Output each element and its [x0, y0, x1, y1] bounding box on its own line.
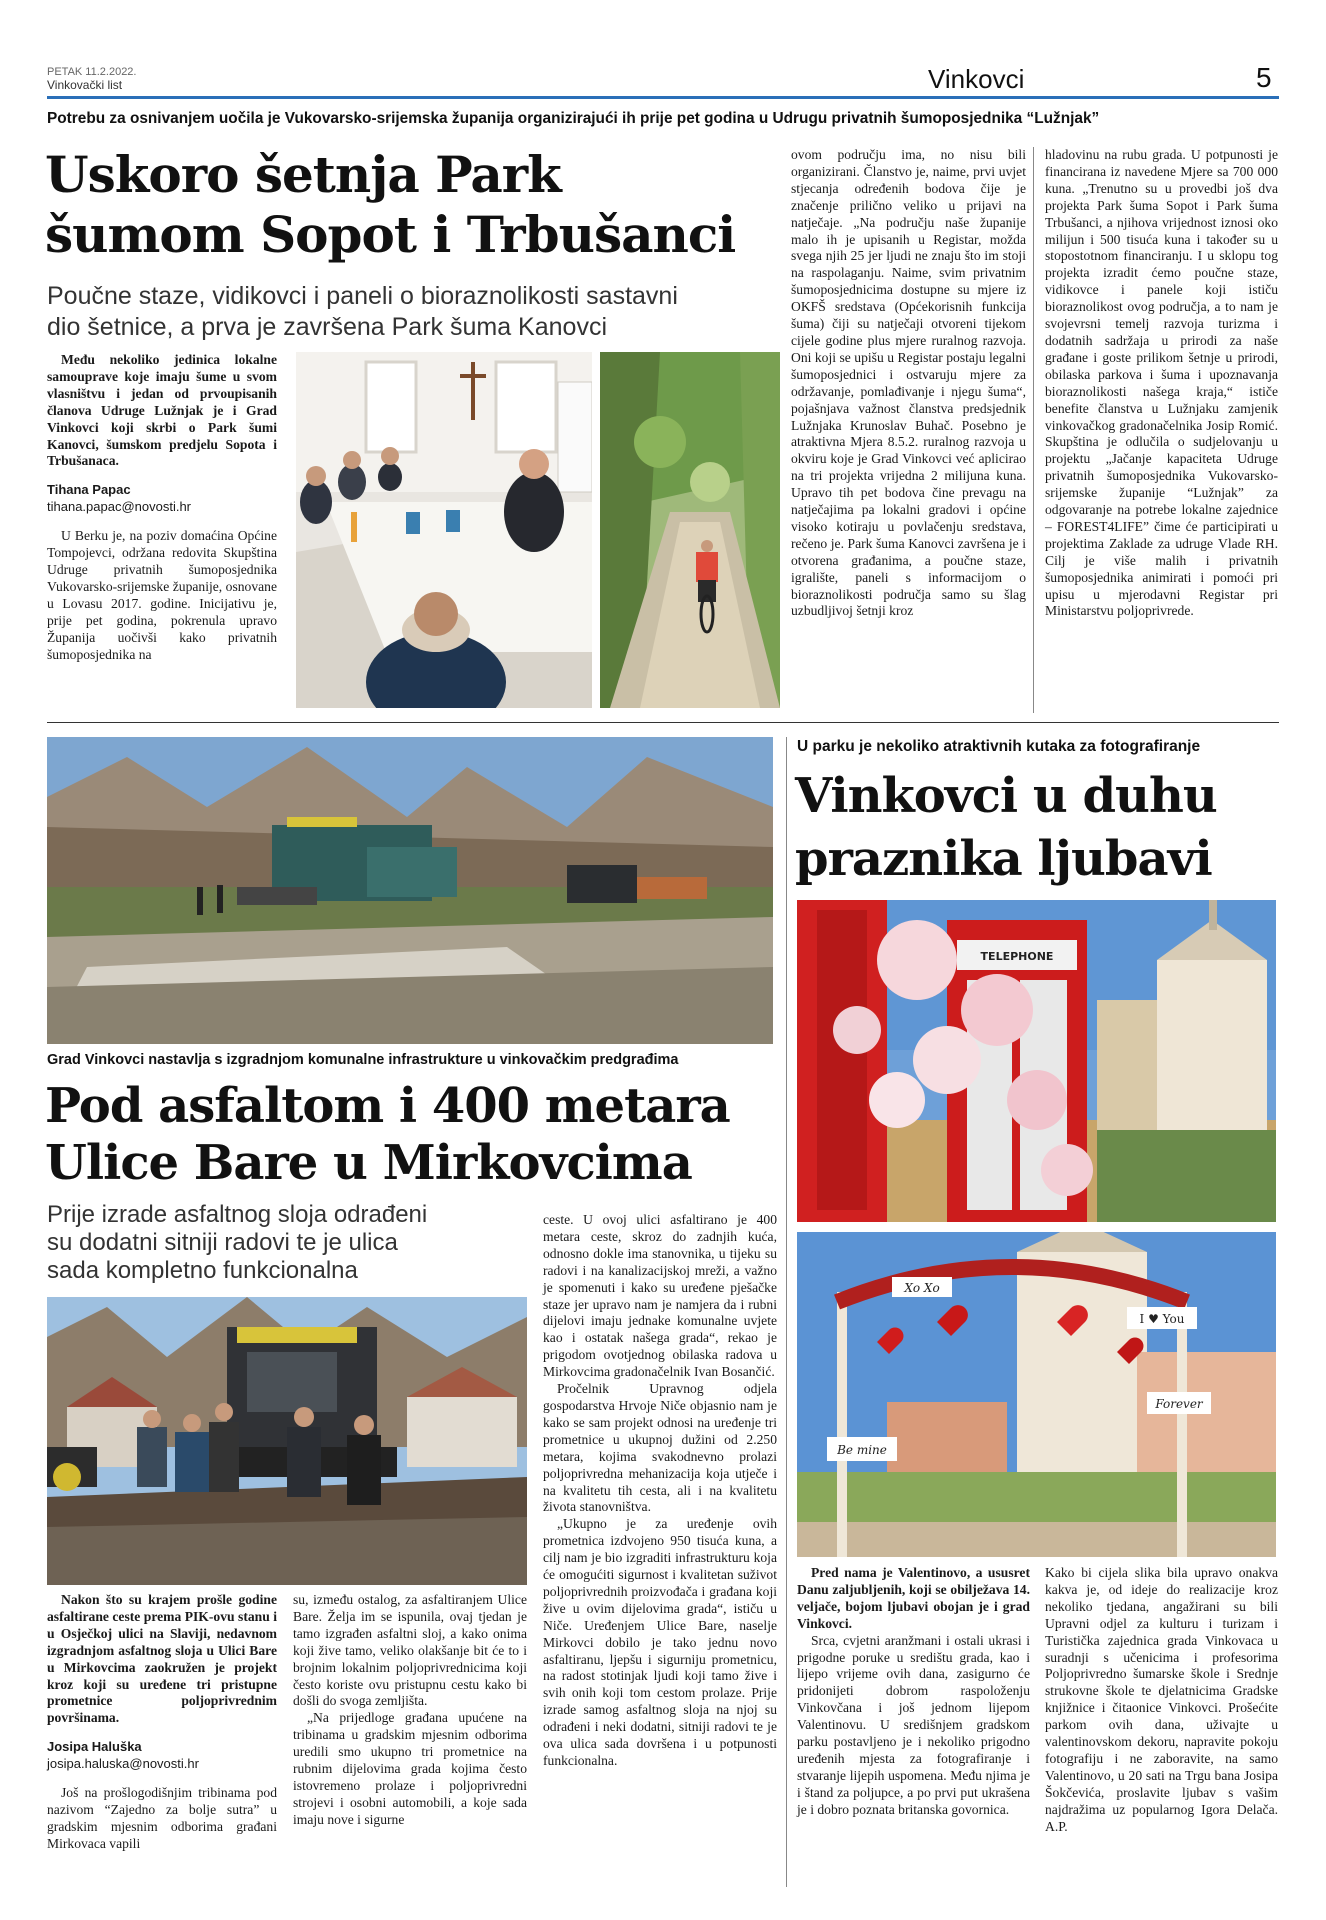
article2-email: josipa.haluska@novosti.hr: [47, 1756, 199, 1772]
article1-subtitle: [47, 281, 787, 343]
article2-title-line1: Pod asfaltom i 400 metara: [45, 1078, 730, 1134]
article2-subtitle-line1: Prije izrade asfaltnog sloja odrađeni: [47, 1201, 428, 1228]
article3-kicker: U parku je nekoliko atraktivnih kutaka za fotografiranje: [797, 738, 1201, 755]
article2-title-line2: Ulice Bare u Mirkovcima: [45, 1135, 692, 1191]
article2-author: Josipa Haluška: [47, 1739, 142, 1755]
column-divider: [1033, 147, 1034, 713]
header-rule: [47, 96, 1279, 99]
sign-xoxo: Xo Xo: [904, 1281, 940, 1295]
article3-column2: [1045, 1565, 1278, 1836]
article1-subtitle-line2: dio šetnice, a prva je završena Park šuma Kanovci: [47, 313, 607, 341]
article3-col2-paragraph: Kako bi cijela slika bila upravo onakva kakva je, od ideje do realizacije kroz nekoliko tjedana, angažirani su bili Upravni odjel za kulturu i turizam i Turistička zajednica grada Vinkovaca u suradnji s učenicima i profesorima Poljoprivredno šumarske škole i Srednje strukovne škole te djelatnicima Gradske knjižnice i čitaonice Vinkovci. Prošećite parkom ovih dana, uživajte u valentinovskom dekoru, napravite pokoju fotografiju i ne zaboravite, na samo Valentinovo, u 20 sati na Trgu bana Josipa Šokčevića, proslavite ljubav s vašim najdražima uz popularnog Igora Delača. A.P.: [1045, 1565, 1278, 1834]
article1-column3: [1045, 147, 1278, 620]
article1-title: [45, 145, 785, 265]
article3-title-line1: Vinkovci u duhu: [795, 768, 1217, 824]
article2-col3-paragraph3: „Ukupno je za uređenje ovih prometnica izdvojeno 950 tisuća kuna, a cilj nam je bio izgraditi infrastrukturu koja će omogućiti sigurnost i kvalitetan suživot poljoprivrednih proizvođača i građana koji žive u ovim dijelovima grada“, ističu u Niče. Uređenjem Ulice Bare, naselje Mirkovci dobilo je tako jednu novo asfaltiranu, ljepšu i sigurniju prometnicu, na radost stotinjak ljudi koji tamo žive i svih onih koji tom cestom prolaze. Prije izrade samog asfaltnog sloja na njoj su odrađeni i neki dodatni, sitniji radovi te je ova ulica sada dovršena i u potpunosti funkcionalna.: [543, 1516, 777, 1768]
cyclist-photo: [600, 352, 780, 708]
article1-title-line1: Uskoro šetnja Park: [45, 145, 561, 204]
article1-col2-paragraph: ovom području ima, no nisu bili organizirani. Članstvo je, naime, prvi uvjet stjecanja određenih bodova čije je značenje prilično veliko u prijavi na natječaje. „Na području naše županije malo ih je upisanih u Registar, možda svega njih 25 jer ljudi ne znaju što im stoji na raspolaganju. Naime, svim privatnim šumoposjednicima dostupne su mjere iz OKFŠ sredstava (Općekorisnih funkcija šuma) čiji su natječaji otvoreni tijekom cijele godine plus mjere ruralnog razvoja. Oni koji se upišu u Registar postaju legalni šumoposjednici i ostvaruju mjere za održavanje, pomlađivanje i njegu šuma“, pojašnjava važnost članstva predsjednik Lužnjaka Krunoslav Buhač. Posebno je atraktivna Mjera 8.5.2. ruralnog razvoja u okviru koje je Grad Vinkovci već aplicirao na tri projekta vrijedna 2 milijuna kuna. Upravo tih pet bodova čine prevagu na natječajima pa lokalni gradovi i općine visoko kotiraju u povlačenju sredstava, rečeno je. Park šuma Kanovci završena je i otvorena građanima, a poučne staze, igralište, paneli s informacijom o bioraznolikosti područja samo su šlag uzbudljivoj šetnji kroz: [791, 147, 1026, 619]
article3-title-line2: praznika ljubavi: [795, 831, 1212, 887]
article2-title: [45, 1078, 785, 1192]
article2-column3: [543, 1212, 777, 1770]
article3-lead: Pred nama je Valentinovo, a ususret Danu zaljubljenih, koji se obilježava 14. veljače, bojom ljubavi obojan je i grad Vinkovci.: [797, 1565, 1030, 1631]
article1-column2: [791, 147, 1026, 620]
article2-col3-paragraph1: ceste. U ovoj ulici asfaltirano je 400 metara ceste, skroz do zadnjih kuća, odnosno dokle ima stanovnika, u tijeku su radovi i na kanalizacijskoj mreži, a važno je spomenuti i kako su uređene pješačke staze jer upravo nam je namjera da i rubni dijelovi imaju jednake komunalne uvjete kao i ostatak našega grada“, rekao je prigodom ovotjednog obilaska radova u Mirkovcima gradonačelnik Ivan Bosančić.: [543, 1212, 777, 1380]
officials-photo: [47, 1297, 527, 1585]
sign-be-mine: Be mine: [837, 1443, 887, 1457]
section-divider: [47, 722, 1279, 723]
masthead-left: [47, 66, 136, 92]
article1-author: Tihana Papac: [47, 482, 131, 498]
article1-email: tihana.papac@novosti.hr: [47, 499, 192, 515]
section-name: Vinkovci: [928, 64, 1025, 94]
sign-forever: Forever: [1155, 1397, 1203, 1411]
booth-sign-text: TELEPHONE: [980, 950, 1054, 963]
article2-col2-paragraph2: „Na prijedloge građana upućene na tribinama u gradskim mjesnim odborima uredili smo ukupno tri prometnice na rubnim dijelovima grada kojima često istovremeno prolaze i poljoprivredni strojevi i osobni automobili, a koje sada imaju nove i sigurne: [293, 1710, 527, 1827]
article-divider: [786, 737, 787, 1887]
phone-booth-photo: [797, 900, 1276, 1222]
article1-lead: Među nekoliko jedinica lokalne samouprave koje imaju šume u svom vlasništvu i jedan od prvoupisanih članova Udruge Lužnjak je i Grad Vinkovci koji skrbi o Park šumi Kanovci, šumskom predjelu Sopota i Trbušanaca.: [47, 352, 277, 469]
article2-col3-paragraph2: Pročelnik Upravnog odjela gospodarstva Hrvoje Niče objasnio nam je kako se sam projekt odnosi na uređenje tri prometnice u ukupnoj dužini od 2.250 metara, kojima svakodnevno prolazi poljoprivredna mehanizacija koja utječe i na kvalitetu tih cesta, ali i na kvalitetu života stanovništva.: [543, 1381, 777, 1515]
article1-kicker: Potrebu za osnivanjem uočila je Vukovarsko-srijemska županija organizirajući ih prije pet godina u Udrugu privatnih šumoposjednika “Lužnjak”: [47, 110, 1100, 127]
article1-title-line2: šumom Sopot i Trbušanci: [45, 205, 736, 264]
article1-col3-paragraph: hladovinu na rubu grada. U potpunosti je financirana iz navedene Mjere sa 700 000 kuna. „Trenutno su u provedbi još dva projekta Park šuma Sopot i Park šuma Trbušanci, a njihova vrijednost iznosi oko milijun i 500 tisuća kuna i također su u stopostotnom financiranju. I u sklopu tog projekta izradit ćemo poučne staze, vidikovce i panele koji ističu bioraznolikost ovog područja, a to nam je svojevrsni temelj razvoja turizma i dodatnih sadržaja u prirodi za naše građane i goste prilikom šetnje u prirodi, obilaska parkova i šuma i upoznavanja bioraznolikosti našega kraja,“ ističe benefite članstva u Lužnjaku zamjenik vinkovačkog gradonačelnika Josip Romić. Skupština je odlučila o sudjelovanju u projektu „Jačanje kapaciteta Udruge privatnih šumoposjednika Vukovarsko-srijemske županije “Lužnjak” za odgovaranje na potrebe lokalne zajednice – FOREST4LIFE” čime će participirati u projektima Zaklade za udruge Vlade RH. Cilj je više malih i privatnih šumoposjednika animirati i pomoći pri upisu u mjerodavni Registar pri Ministarstvu poljoprivrede.: [1045, 147, 1278, 619]
article2-subtitle: [47, 1201, 527, 1285]
article1-subtitle-line1: Poučne staze, vidikovci i paneli o bioraznolikosti sastavni: [47, 282, 678, 310]
article2-col1-paragraph: Još na prošlogodišnjim tribinama pod nazivom “Zajedno za bolje sutra” u gradskim mjesnim odborima građani Mirkovaca vapili: [47, 1785, 277, 1851]
article3-title: [795, 765, 1285, 891]
meeting-photo: [296, 352, 592, 708]
article2-subtitle-line2: su dodatni sitniji radovi te je ulica: [47, 1229, 398, 1256]
article1-column1: [47, 352, 277, 663]
sign-i-love-you: I ♥ You: [1139, 1312, 1185, 1326]
paper-name: Vinkovački list: [47, 78, 123, 92]
article2-column2: [293, 1592, 527, 1829]
article2-kicker: Grad Vinkovci nastavlja s izgradnjom komunalne infrastrukture u vinkovačkim predgrađima: [47, 1052, 679, 1068]
article2-subtitle-line3: sada kompletno funkcionalna: [47, 1257, 358, 1284]
article2-column1: [47, 1592, 277, 1853]
paving-photo: [47, 737, 773, 1044]
article2-lead: Nakon što su krajem prošle godine asfaltirane ceste prema PIK-ovu stanu i u Osječkoj ulici na Slaviji, nedavnom izgradnjom asfaltnog sloja u Ulici Bare u Mirkovcima zaokružen je projekt kroz koji su uređene tri pristupne prometnice poljoprivrednim površinama.: [47, 1592, 277, 1726]
page-number: 5: [1256, 62, 1272, 93]
hearts-arch-photo: [797, 1232, 1276, 1557]
issue-date: PETAK 11.2.2022.: [47, 66, 137, 78]
article3-col1-paragraph: Srca, cvjetni aranžmani i ostali ukrasi i prigodne poruke u središtu grada, kao i lijepo vrijeme ovih dana, zasigurno će pridonijeti dobrom raspoloženju Vinkovčana i još jednom lijepom Valentinovu. U središnjem gradskom parku postavljeno je i nekoliko prigodno uređenih mjesta za fotografiranje i stvaranje lijepih uspomena. Među njima je i štand za poljupce, a po prvi put ukrašena je i dobro poznata britanska govornica.: [797, 1632, 1030, 1817]
article1-col1-paragraph: U Berku je, na poziv domaćina Općine Tompojevci, održana redovita Skupština Udruge privatnih šumoposjednika Vukovarsko-srijemske županije, osnovane u Lovasu 2017. godine. Inicijativu je, prije pet godina, pokrenula upravo Županija uočivši kako privatnih šumoposjednika na: [47, 528, 277, 662]
article3-column1: [797, 1565, 1030, 1819]
article2-col2-paragraph1: su, između ostalog, za asfaltiranjem Ulice Bare. Želja im se ispunila, ovaj tjedan je tamo izgrađen asfaltni sloj, a kako onima koji žive tamo, veliko olakšanje bit će to i brojnim lokalnim poljoprivrednicima koji često koriste ovu pristupnu cestu kako bi došli do svoga zemljišta.: [293, 1592, 527, 1709]
